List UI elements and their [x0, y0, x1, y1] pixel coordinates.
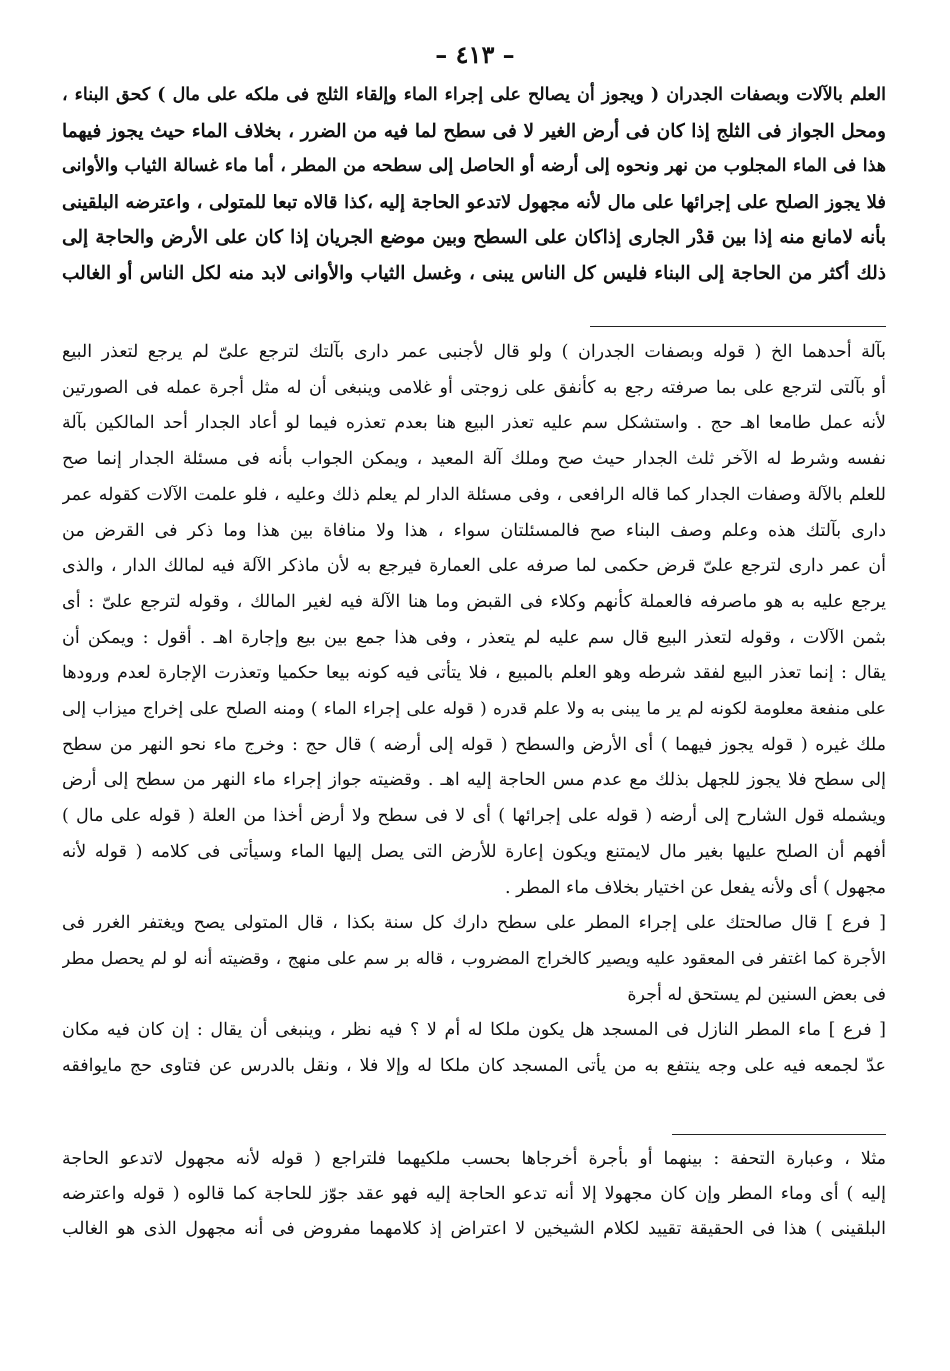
footnote-text — [62, 1142, 886, 1247]
main-line: هذا فى الماء المجلوب من نهر ونحوه إلى أرضه أو الحاصل إلى سطحه من المطر ، أما ماء غسالة الثياب والأوانى — [62, 156, 886, 176]
footnote-line: مثلا ، وعبارة التحفة : بينهما أو بأجرة أخرجاها بحسب ملكيهما فلتراجع ( قوله لأنه مجهول لاتدعو الحاجة — [62, 1149, 886, 1169]
commentary-line: لأنه عمل طامعا اهـ حج . واستشكل سم عليه تعذر البيع هنا بعدم تعذره فيما لو أعاد الجدار أحد المالكين بآلة — [62, 413, 886, 434]
main-line: ومحل الجواز فى الثلج إذا كان فى أرض الغير لا فى سطح لما فيه من الضرر ، بخلاف الماء حيث يجوز فيهما — [62, 120, 886, 142]
main-line: فلا يجوز الصلح على إجرائها على مال لأنه مجهول لاتدعو الحاجة إليه ،كذا قالاه تبعا للمتولى ، واعترضه البلقينى — [62, 191, 886, 213]
main-text — [62, 78, 886, 291]
footnote-separator-rule — [672, 1134, 886, 1135]
page-number: – ٤١٣ – — [435, 40, 515, 69]
branch-line: عدّ لجمعه فيه على وجه ينتفع به من يأتى المسجد كان ملكا له وإلا فلا ، ونقل بالدرس عن فتاوى حج مايوافقه — [62, 1056, 886, 1077]
branch-line: [ فرع ] ماء المطر النازل فى المسجد هل يكون ملكا له أم لا ؟ فيه نظر ، وينبغى أن يقال : إن كان فيه مكان — [62, 1020, 886, 1041]
commentary-line: مجهول ) أى ولأنه يفعل عن اختيار بخلاف ماء المطر . — [505, 877, 886, 898]
commentary-line: يقال : إنما تعذر البيع لفقد شرطه وهو العلم بالمبيع ، فلا يتأتى فيه كونه بيعا حكميا وتعذرت الإجارة لعدم ورودها — [62, 663, 886, 684]
main-line: العلم بالآلات وبصفات الجدران ( ويجوز أن يصالح على إجراء الماء وإلقاء الثلج فى ملكه على مال ) كحق البناء ، — [62, 85, 886, 105]
commentary-line: بثمن الآلات ، وقوله لتعذر البيع قال سم عليه لم يتعذر ، وفى هذا جمع بين بيع وإجارة اهـ . أقول : ويمكن أن — [62, 627, 886, 648]
footnote-line: البلقينى ) هذا فى الحقيقة تقييد لكلام الشيخين لا اعتراض إذ كلامهما مفروض فى أنه مجهول الذى هو الغالب — [62, 1219, 886, 1239]
main-line: بأنه لامانع منه إذا بين قدْر الجارى إذاكان على السطح وبين موضع الجريان إذا كان على الأرض والحاجة إلى — [62, 227, 886, 248]
commentary-line: دارى بآلتك هذه وعلم وصف البناء صح فالمسئلتان سواء ، هذا ولا منافاة بين هذا وما ذكر فى القرض من — [62, 520, 886, 541]
commentary-line: يرجع عليه به هو ماصرفه فالعملة كأنهم وكلاء فى القبض وما هنا الآلة فيه لغير المالك ، وقوله لترجع علىّ : أى — [62, 591, 886, 612]
commentary-line: أن عمر دارى لترجع علىّ قرض حكمى لما صرفه على العمارة فيرجع به لأن ماذكر الآلة فيه لمالك الدار ، والذى — [62, 556, 886, 577]
commentary-line: ويشمله قول الشارح إلى أرضه ( قوله على إجرائها ) أى لا فى سطح ولا أرض أخذا من العلة ( قوله على مال ) — [62, 806, 886, 827]
branch-line: فى بعض السنين لم يستحق له أجرة — [627, 984, 886, 1005]
commentary-line: نفسه وشرط له الآخر ثلث الجدار حيث صح وملك آلة المعيد ، ويمكن الجواب بأنه فى مسئلة الجدار إنما صح — [62, 449, 886, 470]
commentary-line: ملك غيره ( قوله يجوز فيهما ) أى الأرض والسطح ( قوله إلى أرضه ) قال حج : وخرج ماء نحو النهر من سطح — [62, 734, 886, 755]
commentary-line: أفهم أن الصلح عليها بغير مال لايمتنع ويكون إعارة للأرض التى يصل إليها الماء وسيأتى فى كلامه ( قوله لأنه — [62, 841, 886, 862]
branch-line: الأجرة كما اغتفر فى المعقود عليه ويصير كالخراج المضروب ، قاله بر سم على منهج ، وقضيته أنه لو لم يحصل مطر — [62, 948, 886, 969]
separator-rule — [590, 326, 886, 327]
commentary-text — [62, 335, 886, 1085]
commentary-line: إلى سطح فلا يجوز للجهل بذلك مع عدم مس الحاجة إليه اهـ . وقضيته جواز إجراء ماء النهر من سطح إلى أرض — [62, 770, 886, 791]
commentary-line: على منفعة معلومة لكونه لم ير ما يبنى به ولا علم قدره ( قوله على إجراء الماء ) ومنه الصلح على إخراج ميزاب إلى — [62, 699, 886, 720]
main-line: ذلك أكثر من الحاجة إلى البناء فليس كل الناس يبنى ، وغسل الثياب والأوانى لابد منه لكل الناس أو الغالب — [62, 262, 886, 284]
commentary-line: أو بآلتى لترجع على بما صرفته رجع به كأنفق على زوجتى أو غلامى وينبغى أن له مثل أجرة عمله فى الصورتين — [62, 377, 886, 398]
commentary-line: بآلة أحدهما الخ ( قوله وبصفات الجدران ) ولو قال لأجنبى عمر دارى بآلتك لترجع علىّ لم يرجع لتعذر البيع — [62, 342, 886, 362]
commentary-line: للعلم بالآلة وصفات الجدار كما قاله الرافعى ، وفى مسئلة الدار لم يعلم ذلك وعليه ، فلو علمت الآلات كقوله عمر — [62, 484, 886, 505]
branch-line: [ فرع ] قال صالحتك على إجراء المطر على سطح دارك كل سنة بكذا ، قال المتولى يصح ويغتفر الغرر فى — [62, 913, 886, 934]
footnote-line: إليه ) أى وماء المطر وإن كان مجهولا إلا أنه تدعو الحاجة إليه فهو عقد جوّز للحاجة كما قالوه ( قوله واعترضه — [62, 1184, 886, 1204]
